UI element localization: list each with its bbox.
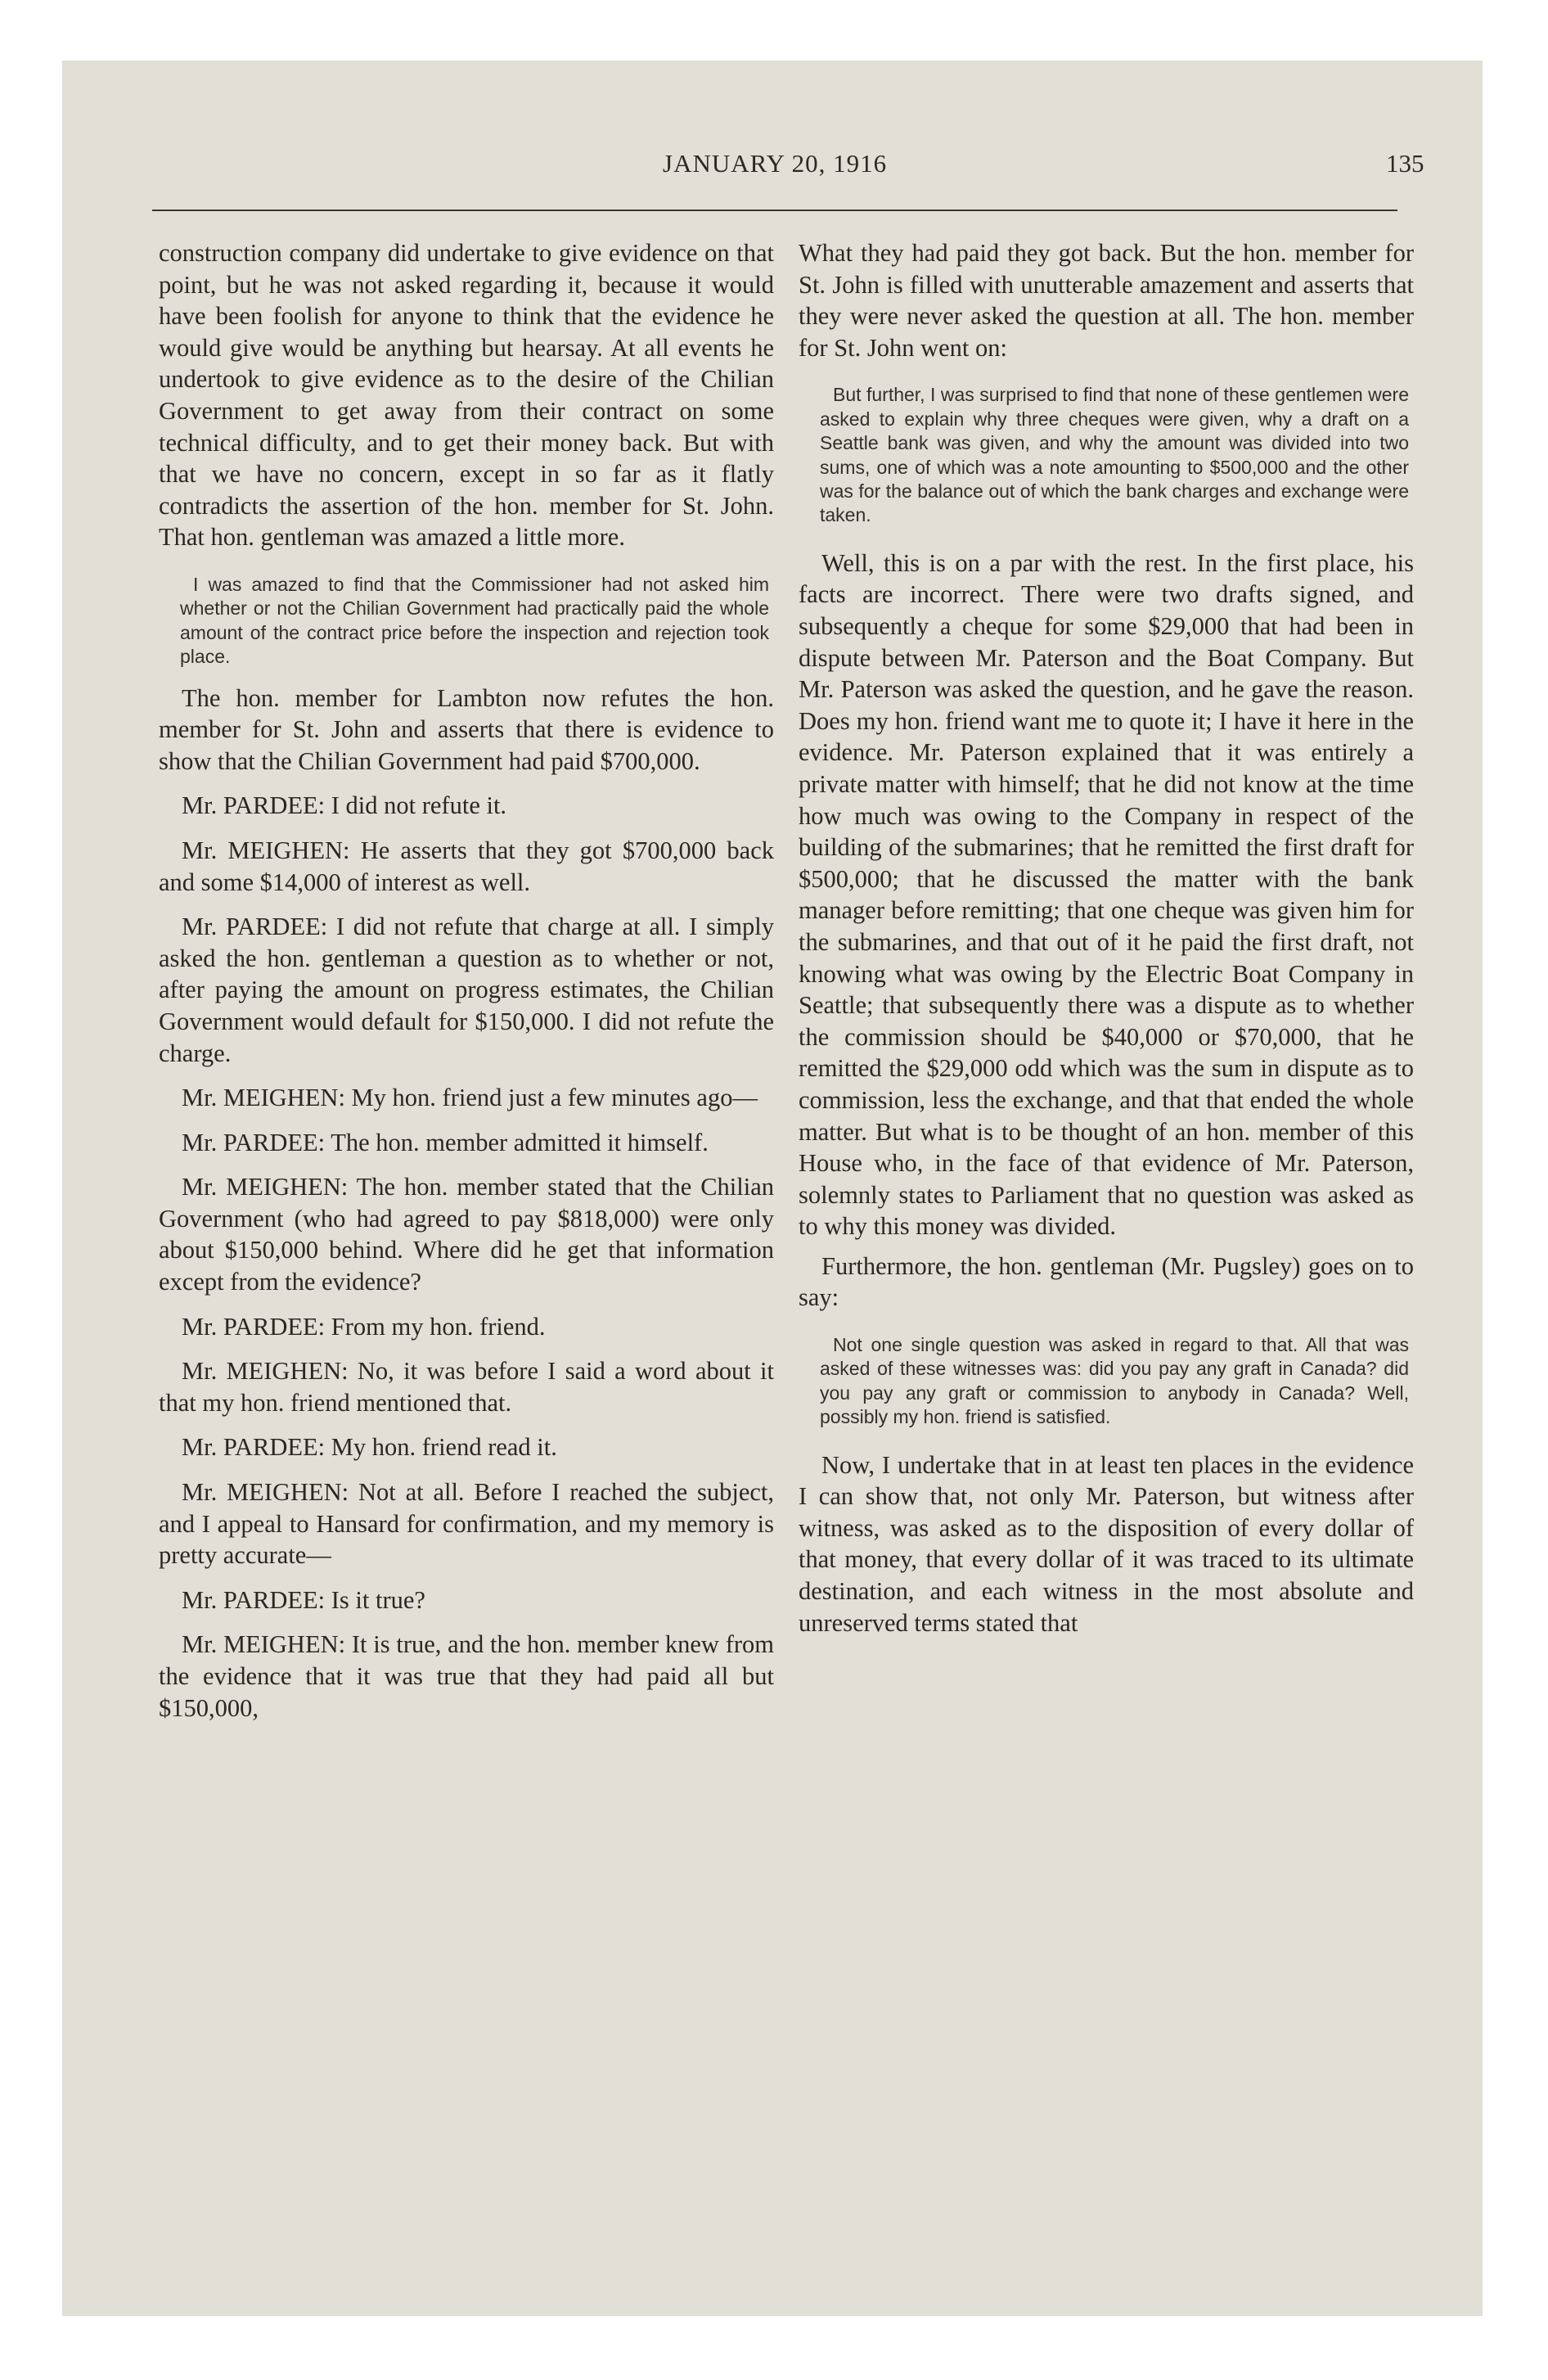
speaker-paragraph: Mr. PARDEE: From my hon. friend.	[182, 1312, 546, 1341]
paragraph: Furthermore, the hon. gentleman (Mr. Pugsley) goes on to say:	[799, 1251, 1414, 1312]
paragraph: What they had paid they got back. But the hon. member for St. John is filled with unutterable amazement and asserts that they were never asked the question at all. The hon. member for St. John went on:	[799, 239, 1414, 362]
speaker-paragraph: Mr. PARDEE: My hon. friend read it.	[182, 1433, 557, 1462]
speaker-paragraph: Mr. MEIGHEN: No, it was before I said a word about it that my hon. friend mentioned that.	[159, 1357, 774, 1417]
header-rule	[152, 210, 1397, 211]
speaker-paragraph: Mr. MEIGHEN: Not at all. Before I reached the subject, and I appeal to Hansard for confirmation, and my memory is pretty accurate—	[159, 1478, 774, 1570]
left-column	[159, 237, 774, 1724]
block-quote: But further, I was surprised to find that none of these gentlemen were asked to explain why three cheques were given, why a draft on a Seattle bank was given, and why the amount was divided into two sums, one of which was a note amounting to $500,000 and the other was for the balance out of which the bank charges and exchange were taken.	[820, 384, 1409, 526]
speaker-paragraph: Mr. MEIGHEN: My hon. friend just a few minutes ago—	[182, 1084, 758, 1112]
block-quote: I was amazed to find that the Commissioner had not asked him whether or not the Chilian Government had practically paid the whole amount of the contract price before the inspection and rejection took place.	[180, 573, 769, 668]
paragraph: Well, this is on a par with the rest. In the first place, his facts are incorrect. There were two drafts signed, and subsequently a cheque for some $29,000 that had been in dispute between Mr. Paterson and the Boat Company. But Mr. Paterson was asked the question, and he gave the reason. Does my hon. friend want me to quote it; I have it here in the evidence. Mr. Paterson explained that it was entirely a private matter with himself; that he did not know at the time how much was owing to the Company in respect of the building of the submarines; that he remitted the first draft for $500,000; that he discussed the matter with the bank manager before remitting; that one cheque was given him for the submarines, and that out of it he paid the first draft, not knowing what was owing by the Electric Boat Company in Seattle; that subsequently there was a dispute as to whether the commission should be $40,000 or $70,000, that he remitted the $29,000 odd which was the sum in dispute as to commission, less the exchange, and that that ended the whole matter. But what is to be thought of an hon. member of this House who, in the face of that evidence of Mr. Paterson, solemnly states to Parliament that no question was asked as to why this money was divided.	[799, 548, 1414, 1241]
speaker-paragraph: Mr. PARDEE: I did not refute that charge at all. I simply asked the hon. gentleman a question as to whether or not, after paying the amount on progress estimates, the Chilian Government would default for $150,000. I did not refute the charge.	[159, 913, 774, 1067]
speaker-paragraph: Mr. MEIGHEN: The hon. member stated that the Chilian Government (who had agreed to pay $818,000) were only about $150,000 behind. Where did he get that information except from the evidence?	[159, 1173, 774, 1296]
paragraph: construction company did undertake to give evidence on that point, but he was not asked regarding it, because it would have been foolish for anyone to think that the evidence he would give would be anything but hearsay. At all events he undertook to give evidence as to the desire of the Chilian Government to get away from their contract on some technical difficulty, and to get their money back. But with that we have no concern, except in so far as it flatly contradicts the assertion of the hon. member for St. John. That hon. gentleman was amazed a little more.	[159, 239, 774, 552]
page-number: 135	[1386, 149, 1424, 178]
speaker-paragraph: Mr. PARDEE: I did not refute it.	[182, 791, 507, 820]
speaker-paragraph: Mr. PARDEE: Is it true?	[182, 1585, 425, 1614]
block-quote: Not one single question was asked in regard to that. All that was asked of these witnesses was: did you pay any graft in Canada? did you pay any graft or commission to anybody in Canada? Well, possibly my hon. friend is satisfied.	[820, 1334, 1409, 1428]
speaker-paragraph: Mr. MEIGHEN: It is true, and the hon. member knew from the evidence that it was true that they had paid all but $150,000,	[159, 1630, 774, 1722]
right-column	[799, 237, 1414, 1639]
speaker-paragraph: Mr. MEIGHEN: He asserts that they got $700,000 back and some $14,000 of interest as well.	[159, 836, 774, 896]
running-header-date: JANUARY 20, 1916	[663, 149, 888, 178]
speaker-paragraph: Mr. PARDEE: The hon. member admitted it himself.	[182, 1128, 709, 1156]
paragraph: The hon. member for Lambton now refutes the hon. member for St. John and asserts that there is evidence to show that the Chilian Government had paid $700,000.	[159, 683, 774, 775]
paragraph: Now, I undertake that in at least ten places in the evidence I can show that, not only Mr. Paterson, but witness after witness, was asked as to the disposition of every dollar of that money, that every dollar of it was traced to its ultimate destination, and each witness in the most absolute and unreserved terms stated that	[799, 1450, 1414, 1637]
